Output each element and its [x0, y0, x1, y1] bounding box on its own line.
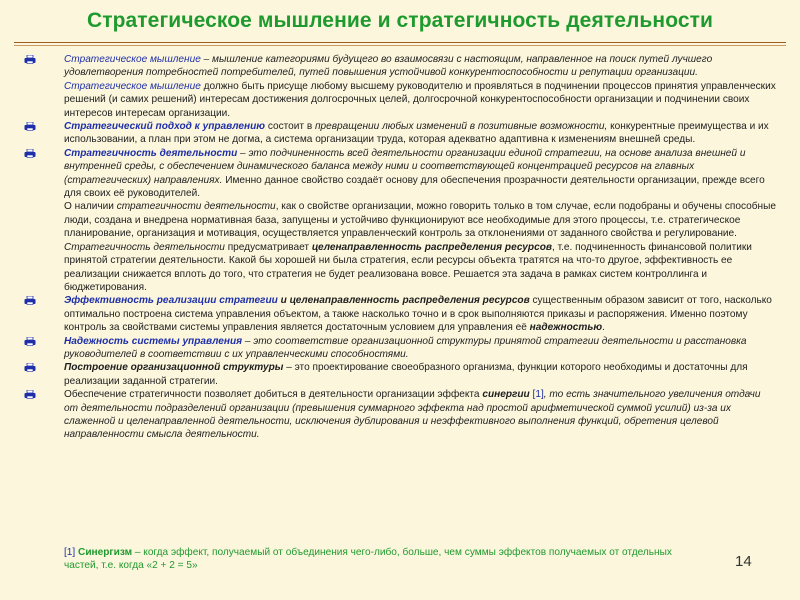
paragraph-text: . [602, 322, 605, 334]
paragraph-text: конкурентные преимущества и их использовании, а план при этом не догма, а система организации труда, которая адекватно адаптивна к изменениям внешней среды. [64, 121, 769, 146]
paragraph [24, 361, 776, 388]
page-number: 14 [735, 553, 752, 570]
paragraph [24, 120, 776, 147]
paragraph-text: – это подчиненность всей деятельности организации единой стратегии, на основе анализа внешней и внутренней среды, с обеспечением динамического баланса между ними и соответствующей концентрацией ресурсов на главных (стратегических) направлениях. [64, 147, 746, 186]
footnote [64, 546, 704, 573]
paragraph-text: предусматривает [224, 241, 312, 253]
paragraph [24, 294, 776, 334]
paragraph-text: должно быть присуще любому высшему руководителю и проявляться в подчинении процессов принятия управленческих решений (и самих решений) интересам достижения долгосрочных целей, долгосрочной конкурентоспособности организации и подчинении своих интересов интересам организации. [64, 80, 776, 119]
paragraph-text: целенаправленность распределения ресурсов [311, 241, 552, 253]
paragraph-text: [1] [532, 389, 544, 401]
paragraph-text: Эффективность реализации стратегии [64, 295, 278, 307]
printer-bullet-icon [24, 296, 36, 305]
paragraph [24, 200, 776, 240]
paragraph [24, 241, 776, 295]
printer-bullet-icon [24, 55, 36, 64]
printer-bullet-icon [24, 149, 36, 158]
paragraph-text: Стратегическое мышление [64, 54, 201, 65]
paragraph-text: и [277, 295, 290, 307]
paragraph-text: синергии [482, 389, 530, 401]
footnote-term: Синергизм [78, 547, 133, 558]
paragraph-text: , т.е. подчиненность финансовой политики принятой стратегии деятельности. Какой бы хорошей ни была стратегия, если ресурсы объекта тратятся на что-то другое, эффективность ее реализации снижается вплоть до того, что стратегия не будет реализована вовсе. Решается эта задача в рамках систем контроллинга и бюджетирования. [64, 241, 752, 293]
paragraph-text: Именно данное свойство создаёт основу для обеспечения прозрачности деятельности организации, прежде всего для своих её руководителей. [64, 174, 765, 200]
paragraph [24, 53, 776, 80]
paragraph-text: Стратегический подход к управлению [64, 121, 266, 133]
slide-body [24, 53, 776, 442]
printer-bullet-icon [24, 390, 36, 399]
paragraph-text: Построение организационной структуры [64, 362, 284, 374]
paragraph-text: – это соответствие организационной структуры принятой стратегии деятельности и расстановка руководителей в соответствии с их управленческими способностями. [64, 335, 747, 360]
paragraph-text: превращении любых изменений в позитивные возможности, [315, 121, 608, 133]
paragraph-text: целенаправленность распределения ресурсов [289, 295, 530, 307]
paragraph [24, 147, 776, 201]
paragraph-text: надежностью [529, 322, 603, 334]
title-divider [14, 42, 786, 43]
printer-bullet-icon [24, 363, 36, 372]
paragraph-text: Надежность системы управления [64, 335, 243, 347]
paragraph-text: Стратегичность деятельности [64, 147, 238, 159]
paragraph-text: О наличии [64, 201, 117, 213]
paragraph-text: Стратегическое мышление [64, 80, 201, 92]
footnote-ref: [1] [64, 547, 76, 558]
paragraph-text: Стратегичность деятельности [64, 241, 225, 253]
paragraph-text: существенным образом зависит от того, насколько оптимально построена система управления объектом, а также насколько точно и в срок выполняются приказы и распоряжения. Именно поэтому контроль за свойствами системы управления является достаточным условием для управления её [64, 295, 772, 334]
paragraph-text: стратегичности деятельности [116, 201, 276, 213]
slide-title: Стратегическое мышление и стратегичность деятельности [86, 9, 714, 32]
printer-bullet-icon [24, 122, 36, 131]
footnote-text: – когда эффект, получаемый от объединения чего-либо, больше, чем суммы эффектов получаемых от отдельных частей, т.е. когда «2 + 2 = 5» [64, 547, 672, 572]
paragraph-text: , как о свойстве организации, можно говорить только в том случае, если подобраны и обучены способные люди, создана и внедрена нормативная база, запущены и устойчиво функционируют все необходимые для этого процессы, т.е. стратегическое планирование, организация и мотивация, осуществляется управленческий контроль за отклонениями от заданного свойства и регулирование. [64, 201, 776, 240]
printer-bullet-icon [24, 337, 36, 346]
paragraph [24, 80, 776, 120]
paragraph [24, 335, 776, 362]
paragraph-text: – мышление категориями будущего во взаимосвязи с настоящим, направленное на поиск путей лучшего удовлетворения потребностей потребителей, путей повышения устойчивой конкурентоспособности и репутации организации. [64, 54, 713, 79]
paragraph-text: состоит в [265, 121, 315, 133]
title-divider-secondary [14, 45, 786, 46]
paragraph-text: , то есть значительного увеличения отдачи от деятельности подразделений организации (превышения суммарного эффекта над простой арифметической суммой усилий) из-за их слаженной и целенаправленной деятельности, исключения дублирования и неэффективного выполнения функций, обретения целевой направленности смысла деятельности. [64, 389, 761, 441]
paragraph [24, 388, 776, 442]
paragraph-text: – это проектирование своеобразного организма, функции которого необходимы и достаточны для реализации заданной стратегии. [64, 362, 748, 387]
paragraph-text: Обеспечение стратегичности позволяет добиться в деятельности организации эффекта [64, 389, 483, 401]
